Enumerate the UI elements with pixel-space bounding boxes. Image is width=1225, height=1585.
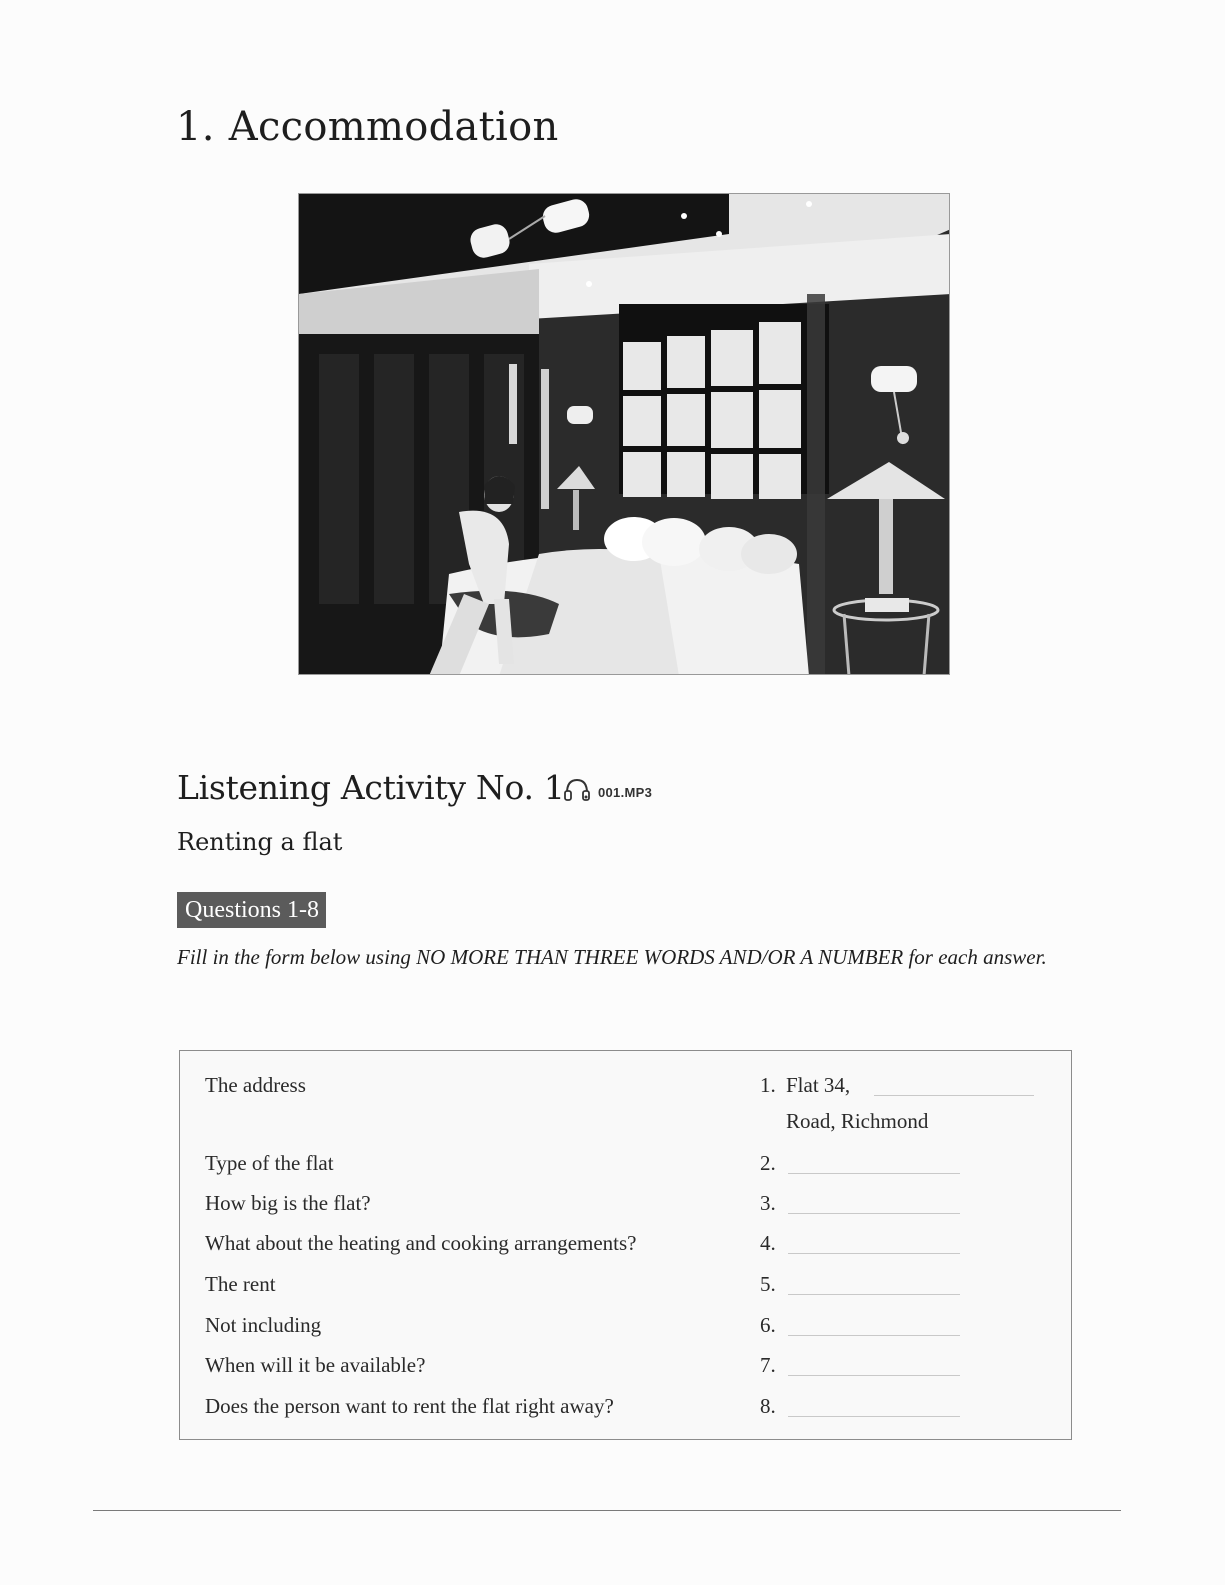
form-row [180,1151,1071,1191]
audio-file-name: 001.MP3 [598,785,653,800]
answer-blank[interactable] [788,1335,960,1336]
question-text: Not including [205,1313,322,1337]
footer-divider [93,1510,1121,1511]
answer-blank[interactable] [788,1375,960,1376]
question-number: 5. [760,1272,776,1296]
headphones-icon [562,775,592,810]
question-number: 2. [760,1151,776,1175]
question-text: The address [205,1073,306,1097]
question-text: How big is the flat? [205,1191,371,1215]
chapter-number: 1. [176,104,215,150]
answer-form [179,1050,1072,1440]
form-row [180,1272,1071,1312]
form-row [180,1231,1071,1271]
answer-blank[interactable] [788,1416,960,1417]
form-row [180,1313,1071,1353]
question-number: 8. [760,1394,776,1418]
question-text: When will it be available? [205,1353,426,1377]
chapter-title [176,104,559,150]
bedroom-photo-illustration [299,194,950,675]
answer-blank[interactable] [788,1253,960,1254]
instructions: Fill in the form below using NO MORE THAN THREE WORDS AND/OR A NUMBER for each answer. [177,945,1047,969]
audio-reference[interactable] [562,775,652,810]
answer-blank[interactable] [788,1294,960,1295]
address-continuation: Road, Richmond [786,1109,929,1133]
question-number: 7. [760,1353,776,1377]
activity-subtitle: Renting a flat [177,828,343,856]
question-text: Does the person want to rent the flat right away? [205,1394,614,1418]
activity-title: Listening Activity No. 1 [177,768,565,807]
question-number: 4. [760,1231,776,1255]
answer-blank[interactable] [788,1213,960,1214]
question-text: What about the heating and cooking arrangements? [205,1231,637,1255]
form-row [180,1394,1071,1434]
form-row [180,1353,1071,1393]
bedroom-photo [298,193,950,675]
answer-blank[interactable] [874,1095,1034,1096]
question-number: 1. [760,1073,776,1097]
form-row-address [180,1073,1071,1133]
question-text: The rent [205,1272,276,1296]
form-row [180,1191,1071,1231]
chapter-name: Accommodation [228,104,559,150]
question-number: 6. [760,1313,776,1337]
questions-badge: Questions 1-8 [177,892,326,928]
question-number: 3. [760,1191,776,1215]
question-text: Type of the flat [205,1151,334,1175]
address-prefix: Flat 34, [786,1073,851,1097]
answer-blank[interactable] [788,1173,960,1174]
